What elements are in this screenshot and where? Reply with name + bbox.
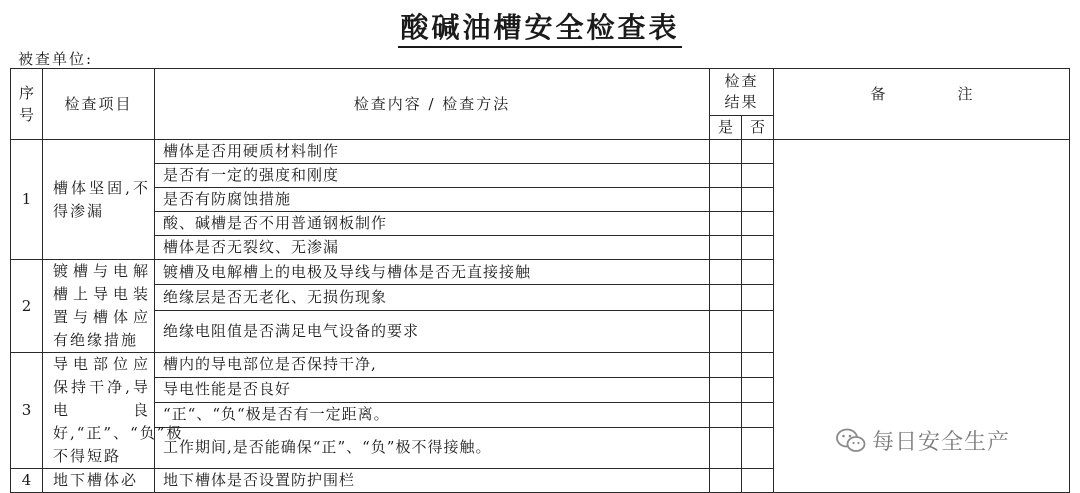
seq-number: 3 [11, 353, 43, 469]
check-content: 绝缘电阻值是否满足电气设备的要求 [155, 310, 710, 352]
header-result: 检查结果 [710, 69, 774, 116]
result-yes-cell[interactable] [710, 353, 742, 378]
result-yes-cell[interactable] [710, 236, 742, 260]
check-item: 槽体坚固,不得渗漏 [43, 140, 155, 260]
result-no-cell[interactable] [742, 188, 774, 212]
check-content: 槽体是否无裂纹、无渗漏 [155, 236, 710, 260]
check-item: 导电部位应保持干净,导电良好,“正”、“负”极不得短路 [43, 353, 155, 469]
check-content: 是否有一定的强度和刚度 [155, 164, 710, 188]
header-yes: 是 [710, 116, 742, 140]
result-no-cell[interactable] [742, 469, 774, 493]
result-no-cell[interactable] [742, 353, 774, 378]
check-content: 导电性能是否良好 [155, 377, 710, 402]
result-yes-cell[interactable] [710, 427, 742, 468]
result-yes-cell[interactable] [710, 377, 742, 402]
watermark-text: 每日安全生产 [872, 430, 1011, 455]
result-no-cell[interactable] [742, 236, 774, 260]
result-no-cell[interactable] [742, 310, 774, 352]
result-yes-cell[interactable] [710, 285, 742, 310]
result-yes-cell[interactable] [710, 260, 742, 285]
check-content: “正“、“负“极是否有一定距离。 [155, 402, 710, 427]
check-item: 地下槽体必 [43, 469, 155, 493]
check-content: 地下槽体是否设置防护围栏 [155, 469, 710, 493]
result-yes-cell[interactable] [710, 140, 742, 164]
seq-number: 2 [11, 260, 43, 353]
check-content: 酸、碱槽是否不用普通钢板制作 [155, 212, 710, 236]
result-no-cell[interactable] [742, 402, 774, 427]
seq-number: 1 [11, 140, 43, 260]
check-content: 镀槽及电解槽上的电极及导线与槽体是否无直接接触 [155, 260, 710, 285]
result-no-cell[interactable] [742, 260, 774, 285]
result-yes-cell[interactable] [710, 310, 742, 352]
result-no-cell[interactable] [742, 212, 774, 236]
header-no: 否 [742, 116, 774, 140]
result-no-cell[interactable] [742, 377, 774, 402]
check-item: 镀槽与电解槽上导电装置与槽体应有绝缘措施 [43, 260, 155, 353]
header-remark: 备 注 [774, 69, 1070, 140]
header-content: 检查内容 / 检查方法 [155, 69, 710, 140]
result-yes-cell[interactable] [710, 188, 742, 212]
header-item: 检查项目 [43, 69, 155, 140]
result-yes-cell[interactable] [710, 469, 742, 493]
table-row [11, 140, 1070, 164]
page-title: 酸碱油槽安全检查表 [0, 6, 1080, 46]
result-yes-cell[interactable] [710, 212, 742, 236]
seq-number: 4 [11, 469, 43, 493]
inspected-unit-label: 被查单位: [18, 50, 94, 68]
result-no-cell[interactable] [742, 164, 774, 188]
result-no-cell[interactable] [742, 140, 774, 164]
result-no-cell[interactable] [742, 427, 774, 468]
check-content: 工作期间,是否能确保“正”、“负”极不得接触。 [155, 427, 710, 468]
header-seq: 序号 [11, 69, 43, 140]
check-content: 绝缘层是否无老化、无损伤现象 [155, 285, 710, 310]
check-content: 槽体是否用硬质材料制作 [155, 140, 710, 164]
wechat-icon [836, 428, 866, 454]
wechat-watermark [836, 425, 1010, 456]
result-yes-cell[interactable] [710, 402, 742, 427]
result-yes-cell[interactable] [710, 164, 742, 188]
check-content: 是否有防腐蚀措施 [155, 188, 710, 212]
result-no-cell[interactable] [742, 285, 774, 310]
check-content: 槽内的导电部位是否保持干净, [155, 353, 710, 378]
